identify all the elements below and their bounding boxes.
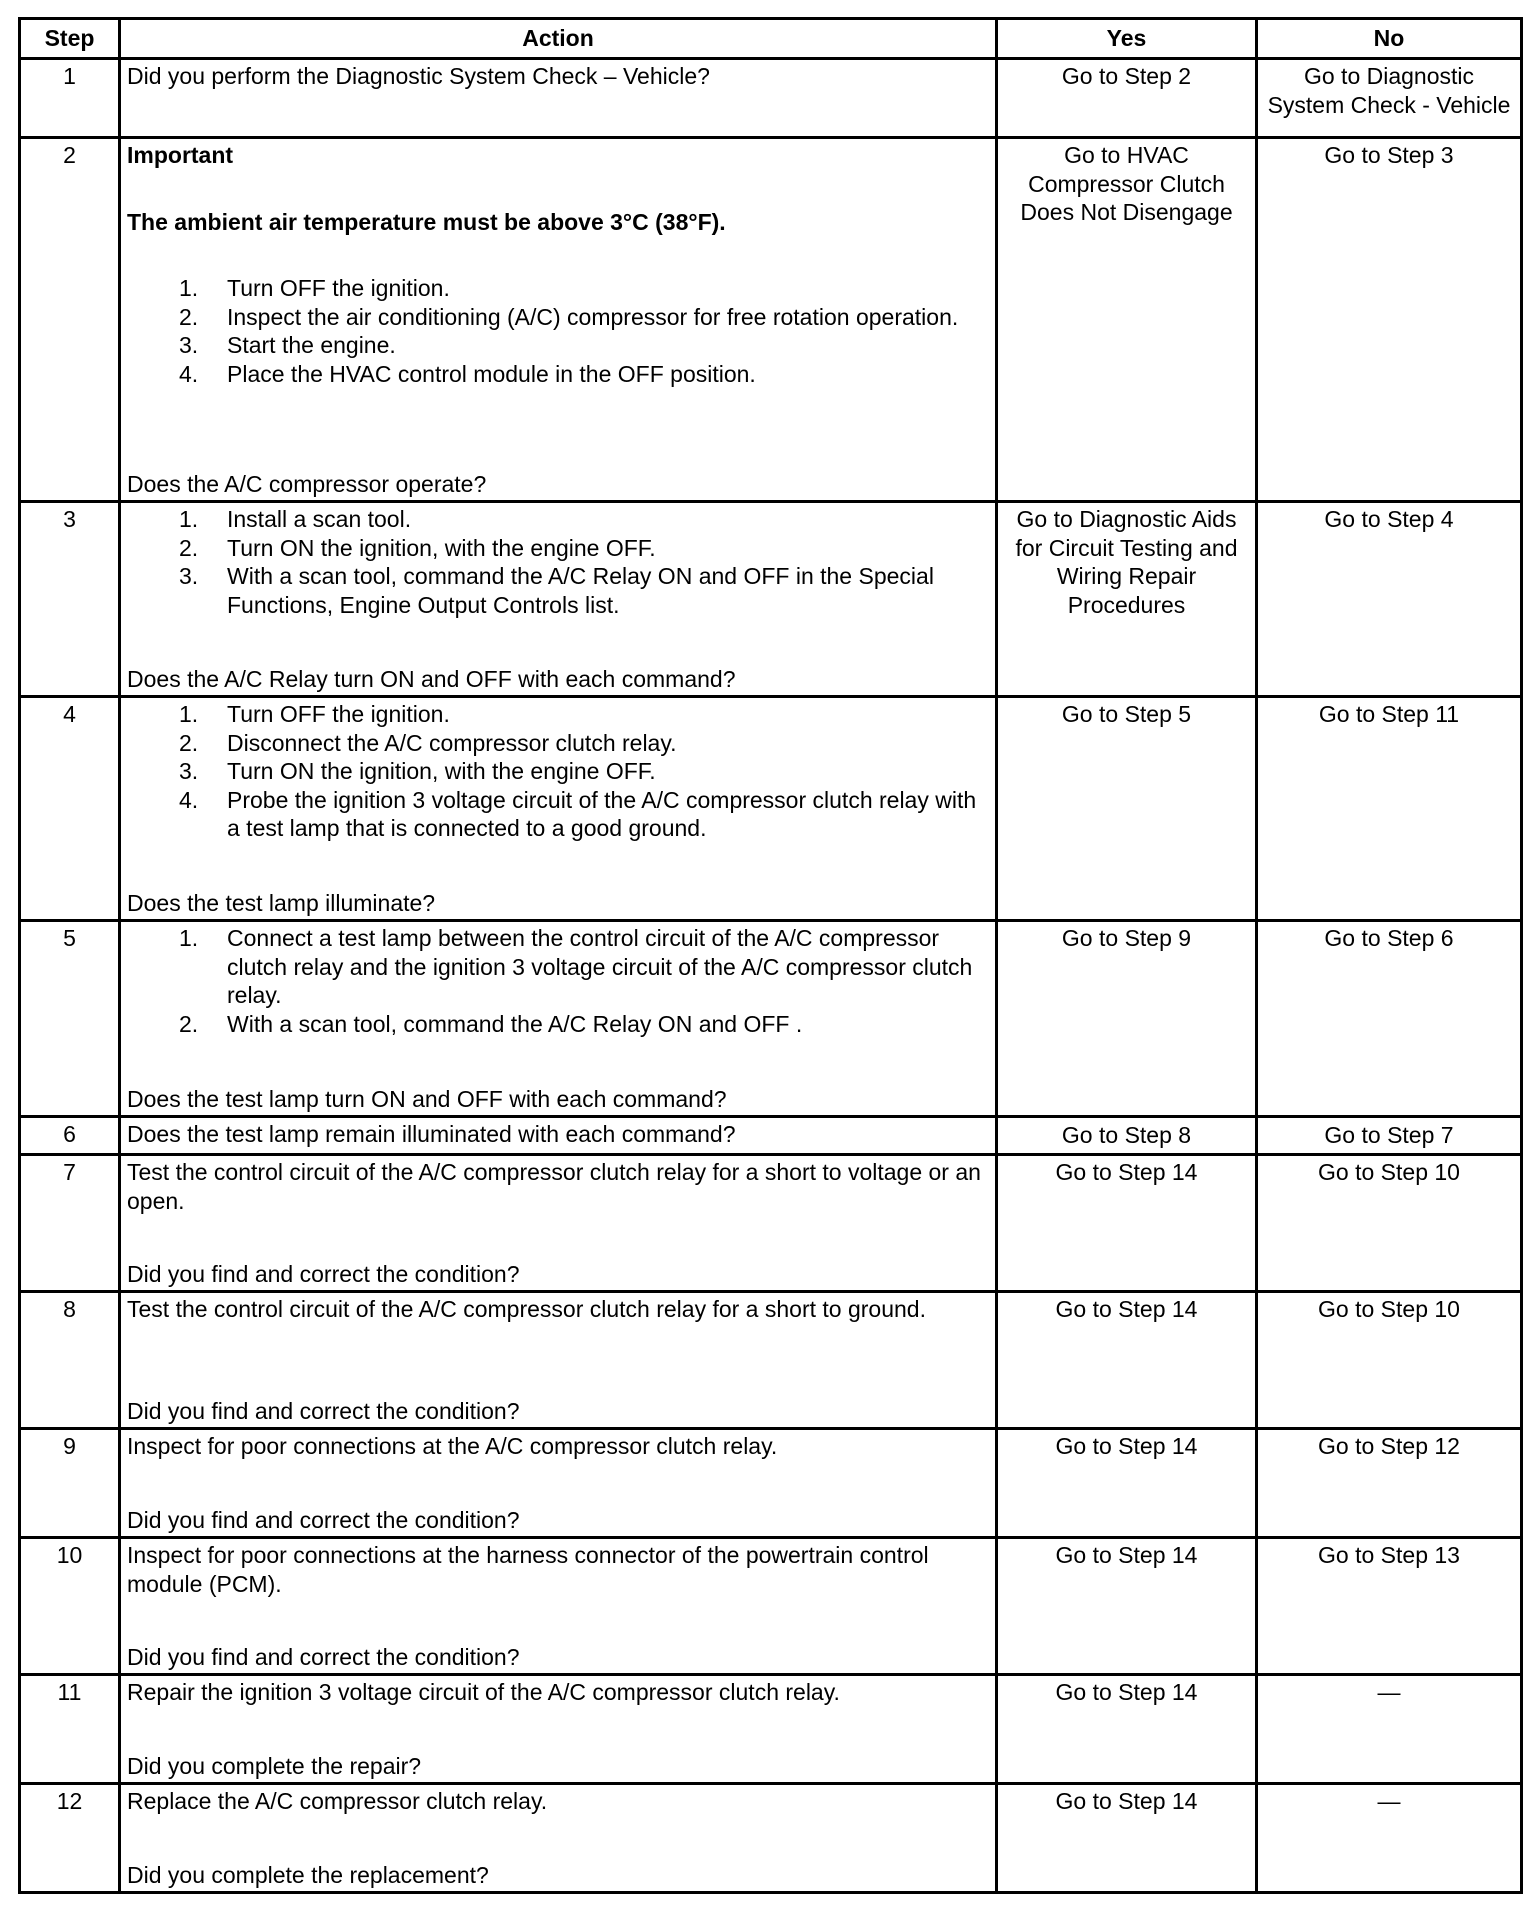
step-number: 11 bbox=[20, 1675, 120, 1784]
question-text: Did you find and correct the condition? bbox=[127, 1260, 520, 1287]
header-no: No bbox=[1257, 19, 1522, 59]
action-cell bbox=[120, 921, 997, 1117]
yes-result: Go to Step 14 bbox=[997, 1675, 1257, 1784]
step-number: 5 bbox=[20, 921, 120, 1117]
table-row bbox=[20, 1675, 1522, 1784]
action-cell bbox=[120, 1155, 997, 1292]
table-row bbox=[20, 1784, 1522, 1893]
step-number: 12 bbox=[20, 1784, 120, 1893]
question-text: Did you find and correct the condition? bbox=[127, 1506, 520, 1533]
yes-result: Go to Step 14 bbox=[997, 1538, 1257, 1675]
no-result: Go to Diagnostic System Check - Vehicle bbox=[1257, 59, 1522, 138]
question-text: Does the test lamp turn ON and OFF with each command? bbox=[127, 1085, 727, 1112]
table-row bbox=[20, 1538, 1522, 1675]
list-item: 4. Place the HVAC control module in the OFF position. bbox=[179, 360, 756, 387]
no-result: Go to Step 4 bbox=[1257, 502, 1522, 697]
yes-result: Go to Step 14 bbox=[997, 1155, 1257, 1292]
list-item: 2. Disconnect the A/C compressor clutch relay. bbox=[179, 729, 677, 756]
action-text: Did you perform the Diagnostic System Check – Vehicle? bbox=[127, 63, 710, 89]
yes-result: Go to Step 14 bbox=[997, 1292, 1257, 1429]
step-number: 2 bbox=[20, 138, 120, 502]
question-text: Did you find and correct the condition? bbox=[127, 1397, 520, 1424]
step-number: 9 bbox=[20, 1429, 120, 1538]
action-text: Test the control circuit of the A/C compressor clutch relay for a short to voltage or an open. bbox=[127, 1159, 981, 1214]
no-result: Go to Step 10 bbox=[1257, 1155, 1522, 1292]
table-row bbox=[20, 1155, 1522, 1292]
action-text: Repair the ignition 3 voltage circuit of the A/C compressor clutch relay. bbox=[127, 1679, 840, 1705]
list-item: 4. Probe the ignition 3 voltage circuit of the A/C compressor clutch relay with a test lamp that is connected to a good ground. bbox=[179, 786, 977, 841]
yes-result: Go to Step 14 bbox=[997, 1429, 1257, 1538]
header-action: Action bbox=[120, 19, 997, 59]
action-cell bbox=[120, 59, 997, 138]
table-row bbox=[20, 59, 1522, 138]
action-cell bbox=[120, 1117, 997, 1155]
list-item: 2. Inspect the air conditioning (A/C) compressor for free rotation operation. bbox=[179, 303, 959, 330]
list-item: 1. Turn OFF the ignition. bbox=[179, 275, 450, 301]
no-result: Go to Step 13 bbox=[1257, 1538, 1522, 1675]
table-row bbox=[20, 697, 1522, 921]
yes-result: Go to Step 2 bbox=[997, 59, 1257, 138]
procedure-list bbox=[127, 700, 989, 843]
important-note: The ambient air temperature must be above 3°C (38°F). bbox=[127, 208, 726, 235]
yes-result: Go to Step 5 bbox=[997, 697, 1257, 921]
procedure-list bbox=[127, 505, 989, 619]
important-label: Important bbox=[127, 142, 234, 168]
step-number: 1 bbox=[20, 59, 120, 138]
yes-result: Go to Step 14 bbox=[997, 1784, 1257, 1893]
step-number: 4 bbox=[20, 697, 120, 921]
step-number: 3 bbox=[20, 502, 120, 697]
list-item: 3. Start the engine. bbox=[179, 332, 396, 358]
table-row bbox=[20, 138, 1522, 502]
no-result: Go to Step 12 bbox=[1257, 1429, 1522, 1538]
action-text: Replace the A/C compressor clutch relay. bbox=[127, 1788, 548, 1814]
no-result: — bbox=[1257, 1675, 1522, 1784]
action-cell bbox=[120, 502, 997, 697]
question-text: Does the A/C compressor operate? bbox=[127, 470, 487, 497]
yes-result: Go to Step 9 bbox=[997, 921, 1257, 1117]
table-row bbox=[20, 921, 1522, 1117]
question-text: Does the test lamp illuminate? bbox=[127, 889, 436, 916]
step-number: 7 bbox=[20, 1155, 120, 1292]
action-text: Inspect for poor connections at the harness connector of the powertrain control module (PCM). bbox=[127, 1542, 929, 1597]
no-result: Go to Step 11 bbox=[1257, 697, 1522, 921]
action-cell bbox=[120, 1429, 997, 1538]
procedure-list bbox=[127, 924, 989, 1038]
action-cell bbox=[120, 1292, 997, 1429]
step-number: 8 bbox=[20, 1292, 120, 1429]
step-number: 10 bbox=[20, 1538, 120, 1675]
question-text: Did you find and correct the condition? bbox=[127, 1643, 520, 1670]
question-text: Did you complete the replacement? bbox=[127, 1861, 489, 1888]
action-cell bbox=[120, 1538, 997, 1675]
no-result: Go to Step 7 bbox=[1257, 1117, 1522, 1155]
list-item: 3. With a scan tool, command the A/C Relay ON and OFF in the Special Functions, Engine Output Controls list. bbox=[179, 563, 934, 618]
question-text: Does the test lamp remain illuminated with each command? bbox=[127, 1121, 736, 1147]
yes-result: Go to Diagnostic Aids for Circuit Testing and Wiring Repair Procedures bbox=[997, 502, 1257, 697]
no-result: Go to Step 6 bbox=[1257, 921, 1522, 1117]
table-header-row bbox=[20, 19, 1522, 59]
list-item: 1. Install a scan tool. bbox=[179, 506, 412, 532]
table-row bbox=[20, 1117, 1522, 1155]
no-result: Go to Step 10 bbox=[1257, 1292, 1522, 1429]
action-cell bbox=[120, 1675, 997, 1784]
action-text: Test the control circuit of the A/C compressor clutch relay for a short to ground. bbox=[127, 1296, 926, 1322]
table-row bbox=[20, 1429, 1522, 1538]
table-row bbox=[20, 1292, 1522, 1429]
yes-result: Go to HVAC Compressor Clutch Does Not Disengage bbox=[997, 138, 1257, 502]
step-number: 6 bbox=[20, 1117, 120, 1155]
list-item: 2. With a scan tool, command the A/C Relay ON and OFF . bbox=[179, 1010, 803, 1037]
action-cell bbox=[120, 138, 997, 502]
list-item: 1. Connect a test lamp between the control circuit of the A/C compressor clutch relay and the ignition 3 voltage circuit of the A/C compressor clutch relay. bbox=[179, 925, 973, 1008]
table-row bbox=[20, 502, 1522, 697]
header-yes: Yes bbox=[997, 19, 1257, 59]
action-cell bbox=[120, 1784, 997, 1893]
header-step: Step bbox=[20, 19, 120, 59]
action-cell bbox=[120, 697, 997, 921]
procedure-list bbox=[127, 274, 989, 388]
list-item: 2. Turn ON the ignition, with the engine OFF. bbox=[179, 534, 656, 561]
action-text: Inspect for poor connections at the A/C compressor clutch relay. bbox=[127, 1433, 778, 1459]
list-item: 1. Turn OFF the ignition. bbox=[179, 701, 450, 727]
yes-result: Go to Step 8 bbox=[997, 1117, 1257, 1155]
diagnostic-table bbox=[18, 17, 1523, 1894]
no-result: — bbox=[1257, 1784, 1522, 1893]
no-result: Go to Step 3 bbox=[1257, 138, 1522, 502]
question-text: Did you complete the repair? bbox=[127, 1752, 422, 1779]
list-item: 3. Turn ON the ignition, with the engine OFF. bbox=[179, 758, 656, 784]
question-text: Does the A/C Relay turn ON and OFF with each command? bbox=[127, 665, 736, 692]
